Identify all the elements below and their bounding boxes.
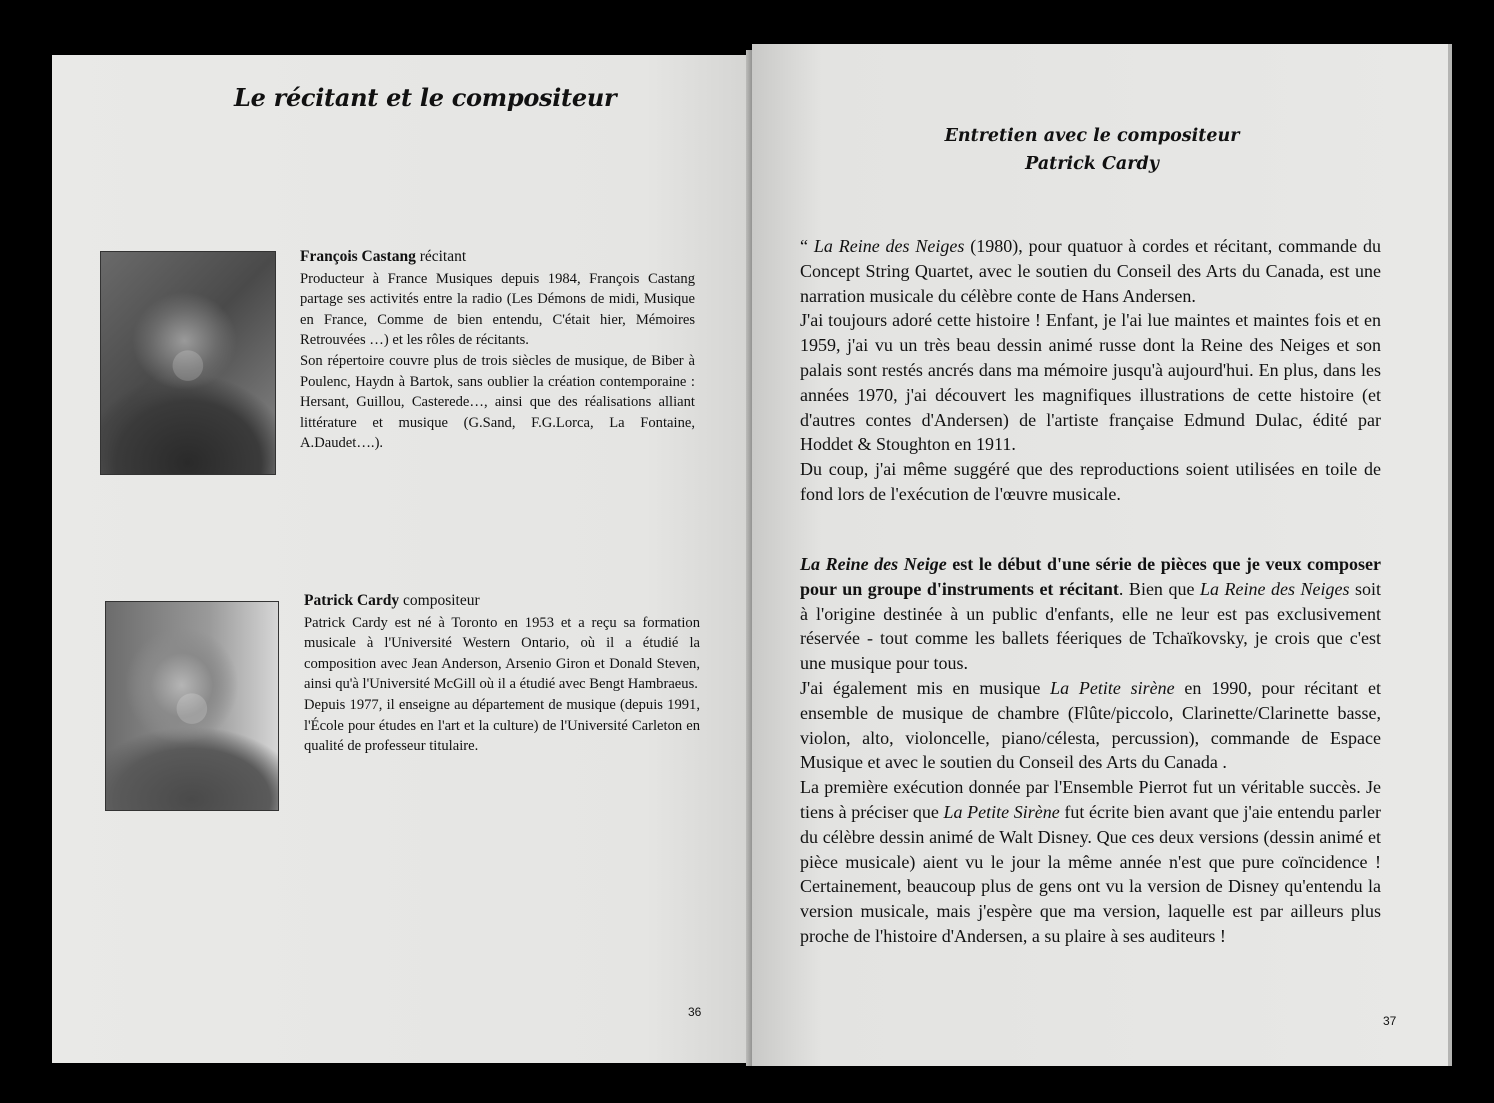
portrait-icon: ● [170,340,206,386]
interview-title-line1: Entretien avec le compositeur [944,126,1240,146]
bio-paragraph: Son répertoire couvre plus de trois siècles de musique, de Biber à Poulenc, Haydn à Bartok, sans oublier la création contemporaine : Hersant, Guillou, Casterede…, ainsi que des réalisations alliant littérature et musique (G.Sand, F.G.Lorca, La Fontaine, A.Daudet….). [300,352,695,452]
work-title: La Reine des Neige [800,554,947,574]
bio-heading [304,591,700,612]
page-edge [1448,44,1452,1066]
person-name: Patrick Cardy [304,592,400,609]
text-span: fut écrite bien avant que j'aie entendu parler du célèbre dessin animé de Walt Disney. Que ces deux versions (dessin animé et pièce musicale) aient vu le jour la même année n'est que pure coïncidence ! Certainement, beaucoup plus de gens ont vu la version de Disney qu'entendu la version musicale, mais j'espère que ma version, laquelle est par ailleurs plus proche de l'histoire d'Andersen, a su plaire à ses auditeurs ! [800,801,1382,946]
portrait-icon: ● [174,683,210,729]
portrait-photo-castang [100,251,276,475]
text-span: (1980), pour quatuor à cordes et récitant, commande du Concept String Quartet, avec le soutien du Conseil des Arts du Canada, est une narration musicale du célèbre conte de Hans Andersen. [800,236,1381,306]
page-number: 37 [1383,1014,1397,1028]
bio-paragraph: Producteur à France Musiques depuis 1984, François Castang partage ses activités entre la radio (Les Démons de midi, Musique en France, Comme de bien entendu, C'était hier, Mémoires Retrouvées …) et les rôles de récitants. [300,270,695,349]
interview-title-line2: Patrick Cardy [1025,154,1159,174]
left-page [52,55,752,1063]
text-line: Du coup, j'ai même suggéré que des reproductions soient utilisées en toile de fond lors de l'exécution de l'œuvre musicale. [800,459,1381,504]
interview-paragraph-2 [800,552,1381,949]
person-name: François Castang [300,248,416,265]
portrait-photo-cardy [105,601,279,811]
bio-paragraph: Patrick Cardy est né à Toronto en 1953 et a reçu sa formation musicale à l'Université Western Ontario, où il a étudié la composition avec Jean Anderson, Arsenio Giron et Donald Steven, ainsi qu'à l'Université McGill où il a étudié avec Bengt Hambraeus. [304,614,700,693]
interview-title [752,122,1432,178]
person-role: compositeur [403,592,480,609]
text-span: . Bien que [1118,578,1200,599]
bio-paragraph: Depuis 1977, il enseigne au département de musique (depuis 1991, l'École pour études en l'art et la culture) de l'Université Carleton en qualité de professeur titulaire. [304,696,700,755]
work-title: La Petite Sirène [943,801,1060,822]
bio-castang [300,247,695,454]
page-number: 36 [688,1005,702,1019]
bio-heading [300,247,695,268]
interview-paragraph-1 [800,234,1381,507]
text-line [800,552,1381,676]
text-span: soit à l'origine destinée à un public d'enfants, elle ne leur est pas exclusivement réservée - tout comme les ballets féeriques de Tchaïkovsky, je crois que c'est une musique pour tous. [800,578,1381,674]
page-title: Le récitant et le compositeur [234,83,617,112]
work-title: La Reine des Neiges [1199,578,1350,599]
work-title: La Reine des Neiges [813,236,965,256]
text-line [800,676,1381,775]
text-line [800,234,1381,308]
right-page [752,44,1448,1066]
text-line: J'ai toujours adoré cette histoire ! Enfant, je l'ai lue maintes et maintes fois et en 1959, j'ai vu un très beau dessin animé russe dont la Reine des Neiges et son palais sont restés ancrés dans ma mémoire jusqu'à aujourd'hui. En plus, dans les années 1970, j'ai découvert les magnifiques illustrations de cette histoire (et d'autres contes d'Andersen) de l'artiste française Edmund Dulac, édité par Hoddet & Stoughton en 1911. [800,310,1381,455]
text-span: La première exécution donnée par l'Ensemble Pierrot fut un véritable succès. Je tiens à préciser que [800,777,1381,822]
text-span: J'ai également mis en musique [800,677,1051,698]
text-span: est le début d'une série de pièces que je veux composer pour un groupe d'instruments et récitant [800,554,1381,599]
bio-cardy [304,591,700,757]
quote-mark: “ [800,236,814,256]
text-span: en 1990, pour récitant et ensemble de musique de chambre (Flûte/piccolo, Clarinette/Clarinette basse, violon, alto, violoncelle, piano/célesta, percussion), commande de Espace Musique et avec le soutien du Conseil des Arts du Canada . [800,677,1381,773]
person-role: récitant [419,248,467,265]
work-title: La Petite sirène [1050,677,1175,698]
text-line [800,775,1381,949]
